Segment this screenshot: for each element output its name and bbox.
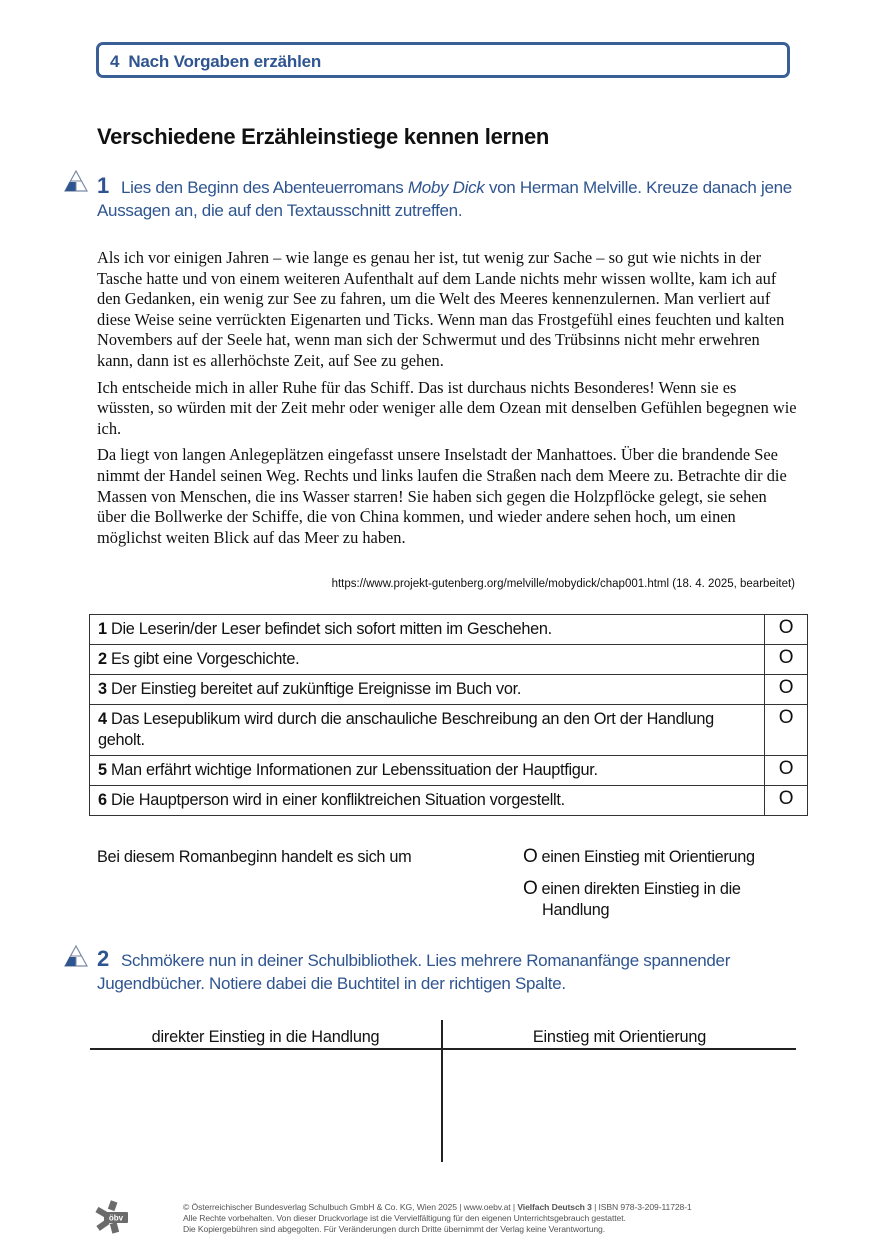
statement-checkbox[interactable]: O — [765, 756, 808, 786]
table-row — [90, 786, 808, 816]
reading-passage — [97, 248, 797, 554]
task-1-instruction — [97, 174, 807, 222]
statement-checkbox[interactable]: O — [765, 705, 808, 756]
passage-paragraph: Ich entscheide mich in aller Ruhe für das Schiff. Das ist durchaus nichts Besonderes! Wenn sie es wüssten, so würden mit der Zeit mehr oder weniger alle dem Ozean mit denselben Gefühlen begegnen wie ich. — [97, 377, 797, 438]
difficulty-level-icon — [64, 945, 88, 967]
column-header-orientation: Einstieg mit Orientierung — [532, 1028, 707, 1046]
task-2-text: Schmökere nun in deiner Schulbibliothek. Lies mehrere Romananfänge spannender Jugendbücher. Notiere dabei die Buchtitel in der richtigen Spalte. — [97, 951, 731, 993]
difficulty-level-icon — [64, 170, 88, 192]
task-1-text: Lies den Beginn des Abenteuerromans — [120, 178, 408, 197]
column-header-direct: direkter Einstieg in die Handlung — [151, 1028, 380, 1046]
option-checkbox[interactable]: O — [523, 846, 538, 867]
statement-text: 1 Die Leserin/der Leser befindet sich sofort mitten im Geschehen. — [90, 615, 765, 645]
chapter-name: Nach Vorgaben erzählen — [128, 52, 322, 71]
table-row — [90, 615, 808, 645]
book-title: Moby Dick — [407, 178, 485, 197]
statement-text: 4 Das Lesepublikum wird durch die anschauliche Beschreibung an den Ort der Handlung geholt. — [90, 705, 765, 756]
t-chart-vertical-line — [441, 1020, 443, 1162]
statements-table — [89, 614, 808, 816]
answer-area-orientation[interactable] — [444, 1052, 796, 1160]
option-label: einen Einstieg mit Orientierung — [541, 848, 755, 866]
option-label: einen direkten Einstieg in die Handlung — [541, 880, 741, 919]
statement-checkbox[interactable]: O — [765, 675, 808, 705]
footer-line-1: © Österreichischer Bundesverlag Schulbuch GmbH & Co. KG, Wien 2025 | www.oebv.at | Vielfach Deutsch 3 | ISBN 978-3-209-11728-1 — [183, 1202, 692, 1212]
table-row — [90, 645, 808, 675]
statement-checkbox[interactable]: O — [765, 645, 808, 675]
publisher-logo — [94, 1200, 130, 1234]
footer-line-2: Alle Rechte vorbehalten. Von dieser Druckvorlage ist die Vervielfältigung für den eigenen Unterrichtsgebrauch gestattet. — [183, 1213, 626, 1223]
passage-paragraph: Da liegt von langen Anlegeplätzen eingefasst unsere Inselstadt der Manhattoes. Über die brandende See nimmt der Handel seinen Weg. Rechts und links laufen die Straßen nach dem Meere zu. Betrachte dir die Massen von Menschen, die ins Wasser starren! Sie haben sich gegen die Holzpflöcke gelegt, sie sehen über die Bollwerke der Schiffe, die von China kommen, und wieder andere sehen hoch, um einen möglichst weiten Blick auf das Meer zu haben. — [97, 445, 787, 547]
option-direct[interactable] — [523, 878, 812, 921]
page-title: Verschiedene Erzähleinstiege kennen lernen — [97, 124, 550, 149]
table-row — [90, 705, 808, 756]
statement-text: 5 Man erfährt wichtige Informationen zur Lebenssituation der Hauptfigur. — [90, 756, 765, 786]
footer-copyright — [183, 1202, 692, 1235]
t-chart-horizontal-line — [90, 1048, 796, 1050]
option-checkbox[interactable]: O — [523, 878, 538, 899]
chapter-number: 4 — [110, 52, 120, 71]
statement-text: 3 Der Einstieg bereitet auf zukünftige Ereignisse im Buch vor. — [90, 675, 765, 705]
passage-paragraph: Als ich vor einigen Jahren – wie lange es genau her ist, tut wenig zur Sache – so gut wie nichts in der Tasche hatte und von einem weiteren Aufenthalt auf dem Lande nichts mehr wissen wollte, kam ich auf den Gedanken, ein wenig zur See zu fahren, um die Welt des Meeres kennenzulernen. Man verliert auf diese Weise seine verrückten Eigenarten und Ticks. Wenn man das Frostgefühl eines feuchten und kalten Novembers auf der Seele hat, wenn man sich der Schwermut und des Trübsinns nicht mehr erwehren kann, dann ist es allerhöchste Zeit, auf See zu gehen. — [97, 248, 785, 370]
table-row — [90, 675, 808, 705]
task-1-text-cont: von Herman Melville. Kreuze danach jene Aussagen an, die auf den Textausschnitt zutreffen. — [97, 178, 792, 220]
source-citation: https://www.projekt-gutenberg.org/melville/mobydick/chap001.html (18. 4. 2025, bearbeitet) — [331, 578, 795, 590]
statement-text: 2 Es gibt eine Vorgeschichte. — [90, 645, 765, 675]
task-2-instruction — [97, 947, 807, 995]
chapter-title — [110, 52, 321, 72]
statement-checkbox[interactable]: O — [765, 786, 808, 816]
task-1-number: 1 — [97, 173, 109, 198]
table-row — [90, 756, 808, 786]
statement-checkbox[interactable]: O — [765, 615, 808, 645]
question-label: Bei diesem Romanbeginn handelt es sich um — [97, 848, 412, 866]
footer-line-3: Die Kopiergebühren sind abgegolten. Für Veränderungen durch Dritte übernimmt der Verlag keine Verantwortung. — [183, 1224, 606, 1234]
statement-text: 6 Die Hauptperson wird in einer konfliktreichen Situation vorgestellt. — [90, 786, 765, 816]
logo-text: öbv — [108, 1213, 124, 1223]
answer-area-direct[interactable] — [90, 1052, 440, 1160]
task-2-number: 2 — [97, 946, 109, 971]
option-orientation[interactable] — [523, 846, 803, 868]
